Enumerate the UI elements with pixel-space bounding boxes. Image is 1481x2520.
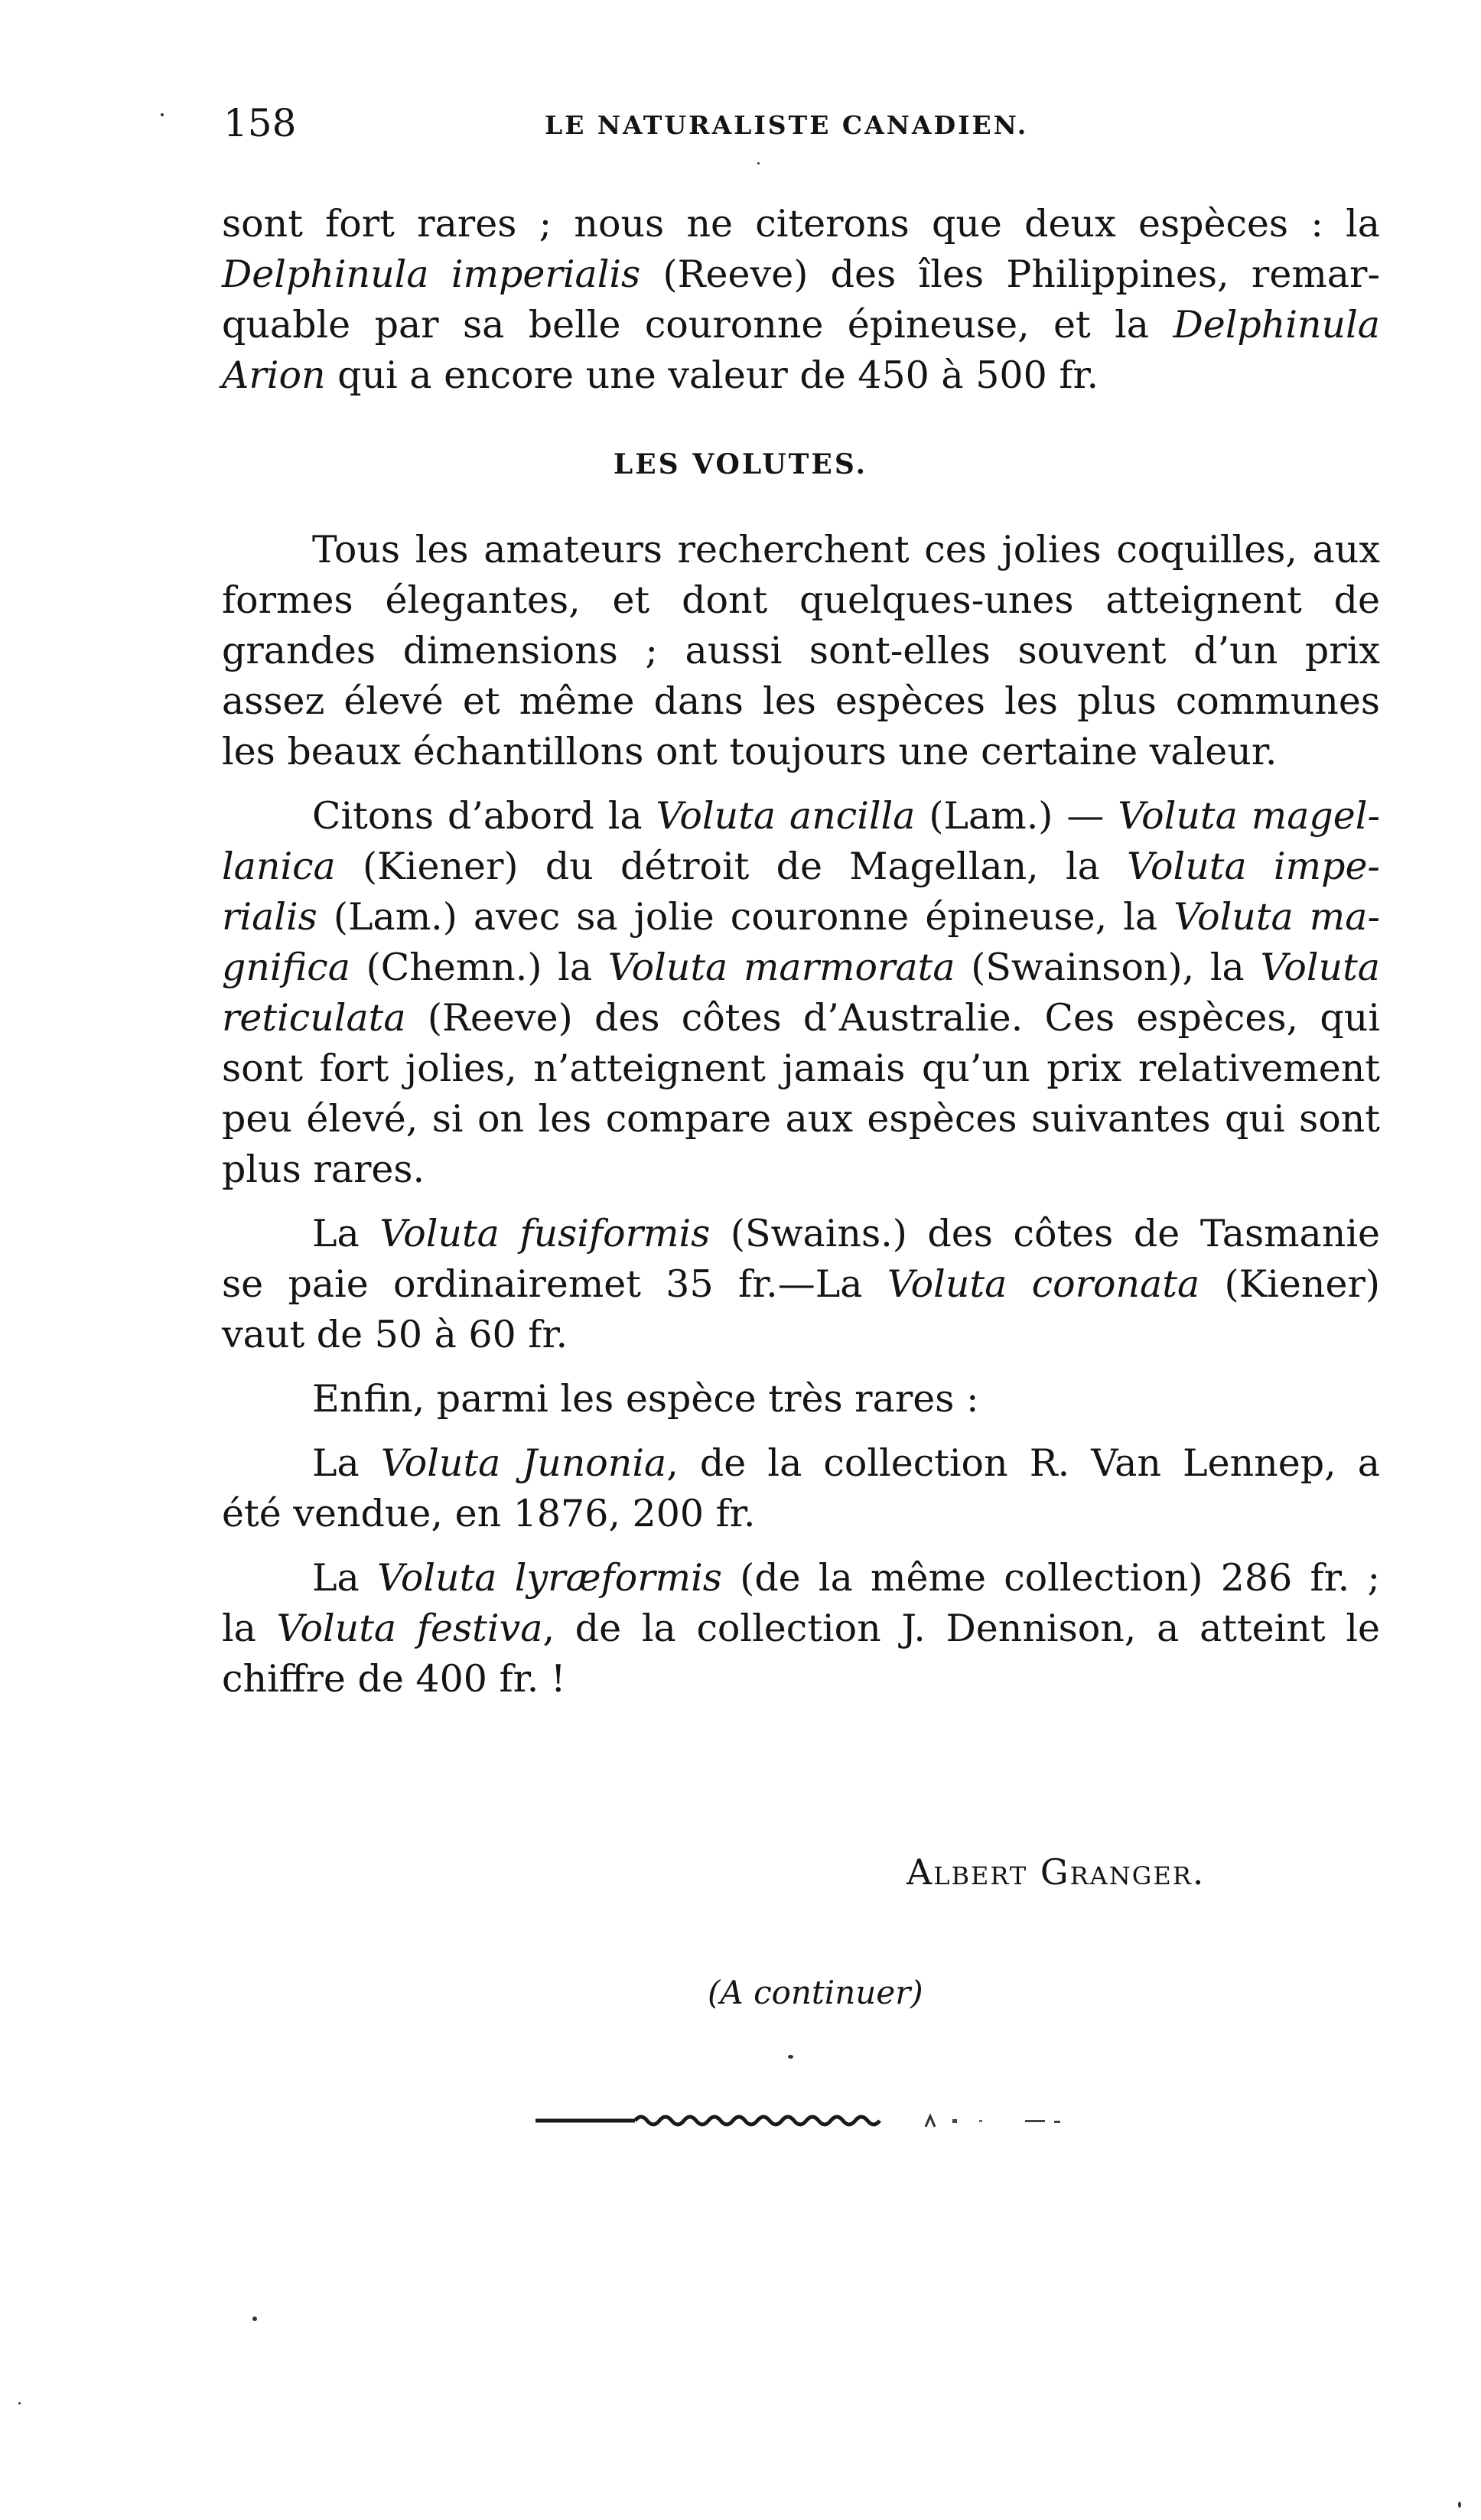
text-run: été vendue, en 1876, 200 fr.: [222, 1492, 756, 1535]
text-run: (Swains.) des côtes de Tasmanie: [710, 1212, 1380, 1255]
text-line: [222, 1043, 1380, 1094]
text-run: (Lam.) —: [915, 794, 1118, 838]
text-line: [222, 1094, 1380, 1144]
text-run: Enfin, parmi les espèce très rares :: [312, 1377, 979, 1421]
print-speck: [161, 113, 164, 116]
text-run: se paie ordinairemet 35 fr.—La: [222, 1262, 887, 1306]
text-run: quable par sa belle couronne épineuse, et la: [222, 303, 1173, 347]
text-line: [222, 1438, 1380, 1489]
text-run: La: [312, 1556, 377, 1600]
text-line: [222, 350, 1380, 401]
intro-paragraph: [222, 199, 1380, 401]
text-run: (Swainson), la: [955, 946, 1261, 989]
text-line: [222, 791, 1380, 842]
print-speck: [252, 2317, 257, 2321]
text-line: [222, 1310, 1380, 1360]
text-run: La: [312, 1212, 380, 1255]
species-name: reticulata: [222, 996, 406, 1040]
text-run: (Chemn.) la: [350, 946, 608, 989]
species-name: Voluta ma-: [1173, 895, 1381, 939]
text-run: chiffre de 400 fr. !: [222, 1657, 566, 1701]
author-signature: Albert Granger.: [907, 1851, 1206, 1893]
text-line: [222, 943, 1380, 993]
species-name: Delphinula imperialis: [222, 252, 641, 296]
text-run: peu élevé, si on les compare aux espèces suivantes qui sont: [222, 1097, 1380, 1141]
text-run: , de la collection J. Dennison, a atteint le: [542, 1607, 1380, 1650]
text-run: , de la collection R. Van Lennep, a: [666, 1441, 1380, 1485]
paragraph-fusiformis: [222, 1209, 1380, 1360]
species-name: gnifica: [222, 946, 350, 989]
journal-title: LE NATURALISTE CANADIEN.: [545, 110, 1029, 140]
species-name: rialis: [222, 895, 317, 939]
text-run: (de la même collection) 286 fr. ;: [721, 1556, 1381, 1600]
species-name: Voluta: [1260, 946, 1380, 989]
text-run: (Reeve) des îles Philippines, remar-: [640, 252, 1381, 296]
text-line: [222, 842, 1380, 892]
text-run: (Kiener): [1199, 1262, 1380, 1306]
text-run: sont fort jolies, n’atteignent jamais qu’un prix relativement: [222, 1047, 1380, 1090]
paragraph-enfin: [222, 1374, 1380, 1424]
species-name: lanica: [222, 845, 336, 888]
text-line: les beaux échantillons ont toujours une certaine valeur.: [222, 730, 1278, 773]
continuation-note: (A continuer): [708, 1974, 923, 2011]
text-run: vaut de 50 à 60 fr.: [222, 1313, 568, 1356]
species-name: Delphinula: [1173, 303, 1380, 347]
species-name: Voluta Junonia: [380, 1441, 667, 1485]
section-heading: LES VOLUTES.: [613, 448, 868, 480]
text-run: qui a encore une valeur de 450 à 500 fr.: [325, 353, 1099, 397]
species-name: Voluta impe-: [1127, 845, 1380, 888]
text-run: (Kiener) du détroit de Magellan, la: [335, 845, 1128, 888]
text-line: [222, 1603, 1380, 1654]
print-speck: [757, 162, 760, 164]
species-name: Voluta fusiformis: [379, 1212, 711, 1255]
species-name: Voluta marmorata: [607, 946, 955, 989]
text-line: [222, 1209, 1380, 1259]
species-name: Voluta lyræformis: [377, 1556, 722, 1600]
text-run: plus rares.: [222, 1148, 425, 1191]
text-line: Tous les amateurs recherchent ces jolies coquilles, aux: [312, 528, 1380, 571]
species-name: Voluta magel-: [1118, 794, 1381, 838]
print-speck: [788, 2055, 793, 2059]
text-line: [222, 1654, 1380, 1704]
text-line: assez élevé et même dans les espèces les plus communes: [222, 679, 1380, 723]
text-line: formes élegantes, et dont quelques-unes atteignent de: [222, 578, 1380, 622]
species-name: Arion: [222, 353, 326, 397]
paragraph-citons: [222, 791, 1380, 1195]
text-line: [222, 1489, 1380, 1539]
text-line: [222, 1144, 1380, 1195]
print-speck: [18, 2402, 21, 2404]
text-run: (Reeve) des côtes d’Australie. Ces espèces, qui: [405, 996, 1380, 1040]
paragraph-junonia: [222, 1438, 1380, 1539]
text-line: [222, 1553, 1380, 1603]
species-name: Voluta festiva: [276, 1607, 543, 1650]
text-line: [222, 892, 1380, 943]
text-line: [222, 199, 1380, 249]
text-line: [222, 1259, 1380, 1310]
paragraph-amateurs: [222, 525, 1380, 777]
text-run: (Lam.) avec sa jolie couronne épineuse, la: [317, 895, 1174, 939]
text-line: [222, 249, 1380, 300]
page-number: 158: [223, 101, 297, 145]
ornamental-rule-icon: [535, 2105, 1102, 2136]
text-run: La: [312, 1441, 381, 1485]
text-line: [222, 993, 1380, 1043]
text-run: sont fort rares ; nous ne citerons que deux espèces : la: [222, 202, 1380, 246]
running-head: [223, 101, 1378, 155]
print-speck: [1458, 2502, 1461, 2508]
text-run: Citons d’abord la: [312, 794, 656, 838]
species-name: Voluta ancilla: [656, 794, 916, 838]
text-line: grandes dimensions ; aussi sont-elles souvent d’un prix: [222, 629, 1380, 672]
text-line: [222, 300, 1380, 350]
text-line: [222, 1374, 1380, 1424]
species-name: Voluta coronata: [887, 1262, 1200, 1306]
paragraph-lyraeformis: [222, 1553, 1380, 1704]
text-run: la: [222, 1607, 277, 1650]
body-text: [222, 525, 1380, 1718]
